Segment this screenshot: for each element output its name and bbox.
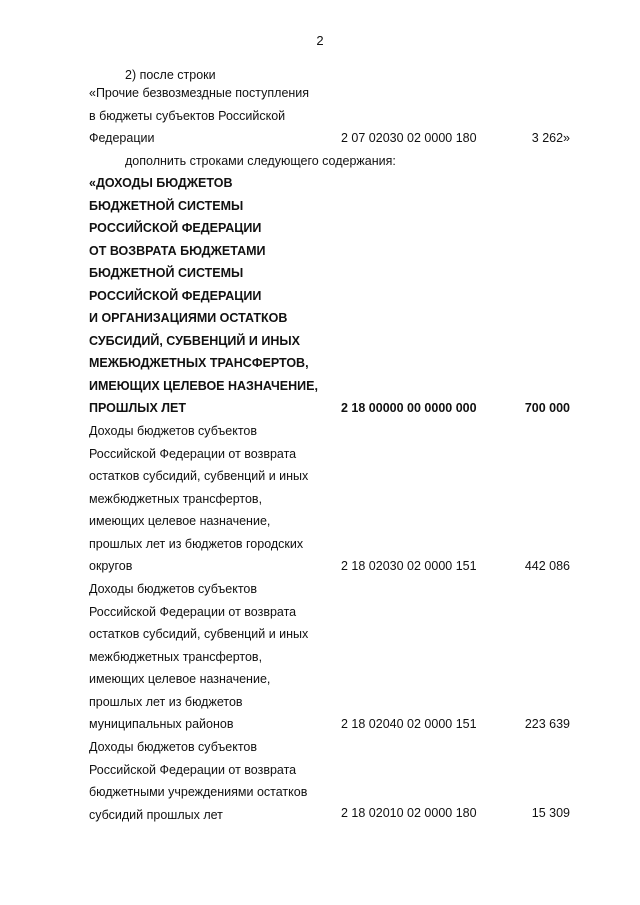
revenue-entry-code: 2 18 02030 02 0000 151: [341, 559, 477, 573]
entry-line: остатков субсидий, субвенций и иных: [89, 469, 309, 483]
entry-line: Российской Федерации от возврата: [89, 762, 297, 777]
supplement-line: дополнить строками следующего содержания:: [125, 154, 396, 168]
revenue-entry-text: [89, 736, 339, 826]
heading-line: РОССИЙСКОЙ ФЕДЕРАЦИИ: [89, 288, 262, 303]
entry-line: прошлых лет из бюджетов городских: [89, 536, 304, 551]
first-entry-value: 3 262»: [531, 131, 570, 145]
entry-line: Доходы бюджетов субъектов: [89, 582, 257, 596]
revenue-entry-value: 15 309: [531, 806, 570, 820]
entry-line: межбюджетных трансфертов,: [89, 649, 263, 664]
heading-line: ИМЕЮЩИХ ЦЕЛЕВОЕ НАЗНАЧЕНИЕ,: [89, 378, 318, 393]
revenue-entry-value: 442 086: [524, 559, 570, 573]
revenue-entry-code: 2 18 02010 02 0000 180: [341, 806, 477, 820]
heading-line: БЮДЖЕТНОЙ СИСТЕМЫ: [89, 266, 244, 280]
first-entry-line: «Прочие безвозмездные поступления: [89, 86, 310, 100]
heading-entry-value: 700 000: [524, 401, 570, 415]
entry-line: Российской Федерации от возврата: [89, 446, 297, 461]
page-number: 2: [316, 33, 324, 48]
intro-line: 2) после строки: [125, 68, 216, 82]
heading-line: ПРОШЛЫХ ЛЕТ: [89, 401, 187, 415]
entry-line: округов: [89, 559, 133, 573]
revenue-entry-value: 223 639: [524, 717, 570, 731]
entry-line: прошлых лет из бюджетов: [89, 694, 243, 709]
heading-entry-code: 2 18 00000 00 0000 000: [341, 401, 477, 415]
heading-line: СУБСИДИЙ, СУБВЕНЦИЙ И ИНЫХ: [89, 333, 300, 348]
first-entry-text: [89, 82, 339, 150]
first-entry-line: в бюджеты субъектов Российской: [89, 108, 286, 123]
heading-line: ОТ ВОЗВРАТА БЮДЖЕТАМИ: [89, 243, 266, 258]
revenue-entry-text: [89, 578, 339, 736]
first-entry-code: 2 07 02030 02 0000 180: [341, 131, 477, 145]
heading-entry-text: [89, 172, 339, 420]
heading-line: МЕЖБЮДЖЕТНЫХ ТРАНСФЕРТОВ,: [89, 356, 309, 370]
entry-line: Доходы бюджетов субъектов: [89, 424, 257, 438]
entry-line: имеющих целевое назначение,: [89, 514, 271, 528]
entry-line: бюджетными учреждениями остатков: [89, 785, 308, 799]
entry-line: муниципальных районов: [89, 717, 234, 731]
entry-line: имеющих целевое назначение,: [89, 672, 271, 686]
entry-line: Доходы бюджетов субъектов: [89, 740, 257, 754]
first-entry-line: Федерации: [89, 131, 155, 145]
entry-line: Российской Федерации от возврата: [89, 604, 297, 619]
heading-line: И ОРГАНИЗАЦИЯМИ ОСТАТКОВ: [89, 311, 288, 325]
entry-line: субсидий прошлых лет: [89, 807, 223, 822]
heading-line: «ДОХОДЫ БЮДЖЕТОВ: [89, 176, 233, 190]
entry-line: остатков субсидий, субвенций и иных: [89, 627, 309, 641]
heading-line: БЮДЖЕТНОЙ СИСТЕМЫ: [89, 198, 244, 213]
revenue-entry-code: 2 18 02040 02 0000 151: [341, 717, 477, 731]
revenue-entry-text: [89, 420, 339, 578]
entry-line: межбюджетных трансфертов,: [89, 491, 263, 506]
heading-line: РОССИЙСКОЙ ФЕДЕРАЦИИ: [89, 221, 262, 235]
